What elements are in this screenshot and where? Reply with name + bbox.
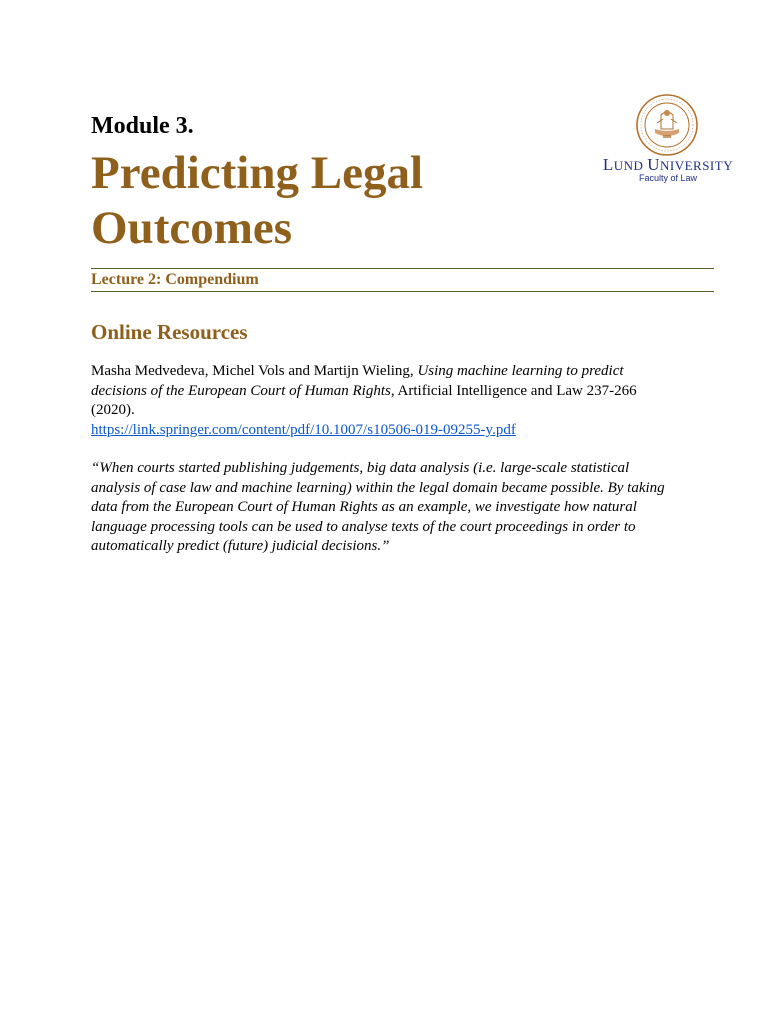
citation bbox=[91, 362, 671, 440]
divider-bottom bbox=[91, 291, 714, 292]
citation-link[interactable]: https://link.springer.com/content/pdf/10.1007/s10506-019-09255-y.pdf bbox=[91, 421, 516, 438]
section-heading: Online Resources bbox=[91, 320, 248, 344]
university-name-part: U bbox=[647, 155, 660, 174]
quote-block: “When courts started publishing judgements, big data analysis (i.e. large-scale statistical analysis of case law and machine learning) within the legal domain became possible. By taking data from the European Court of Human Rights as an example, we investigate how natural language processing tools can be used to analyse texts of the court proceedings in order to automatically predict (future) judicial decisions.” bbox=[91, 460, 665, 555]
university-name-part: UND bbox=[613, 158, 648, 173]
page-title-line-2: Outcomes bbox=[91, 202, 293, 254]
university-name-part: NIVERSITY bbox=[659, 158, 734, 173]
page-title-line-1: Predicting Legal bbox=[91, 147, 424, 199]
divider-top bbox=[91, 268, 714, 269]
citation-publication: , Artificial Intelligence and Law 237-266 (2020). bbox=[91, 382, 637, 419]
citation-title: Using machine learning to predict decisions of the European Court of Human Rights bbox=[91, 363, 624, 399]
faculty-name: Faculty of Law bbox=[638, 173, 698, 183]
university-name-part: L bbox=[602, 155, 614, 174]
university-logo bbox=[598, 93, 738, 185]
citation-authors: Masha Medvedeva, Michel Vols and Martijn Wieling, bbox=[91, 363, 418, 379]
university-seal-icon bbox=[635, 93, 699, 157]
university-name bbox=[598, 155, 738, 175]
page-title bbox=[91, 146, 561, 256]
lecture-subtitle: Lecture 2: Compendium bbox=[91, 271, 259, 288]
module-label: Module 3. bbox=[91, 113, 194, 139]
